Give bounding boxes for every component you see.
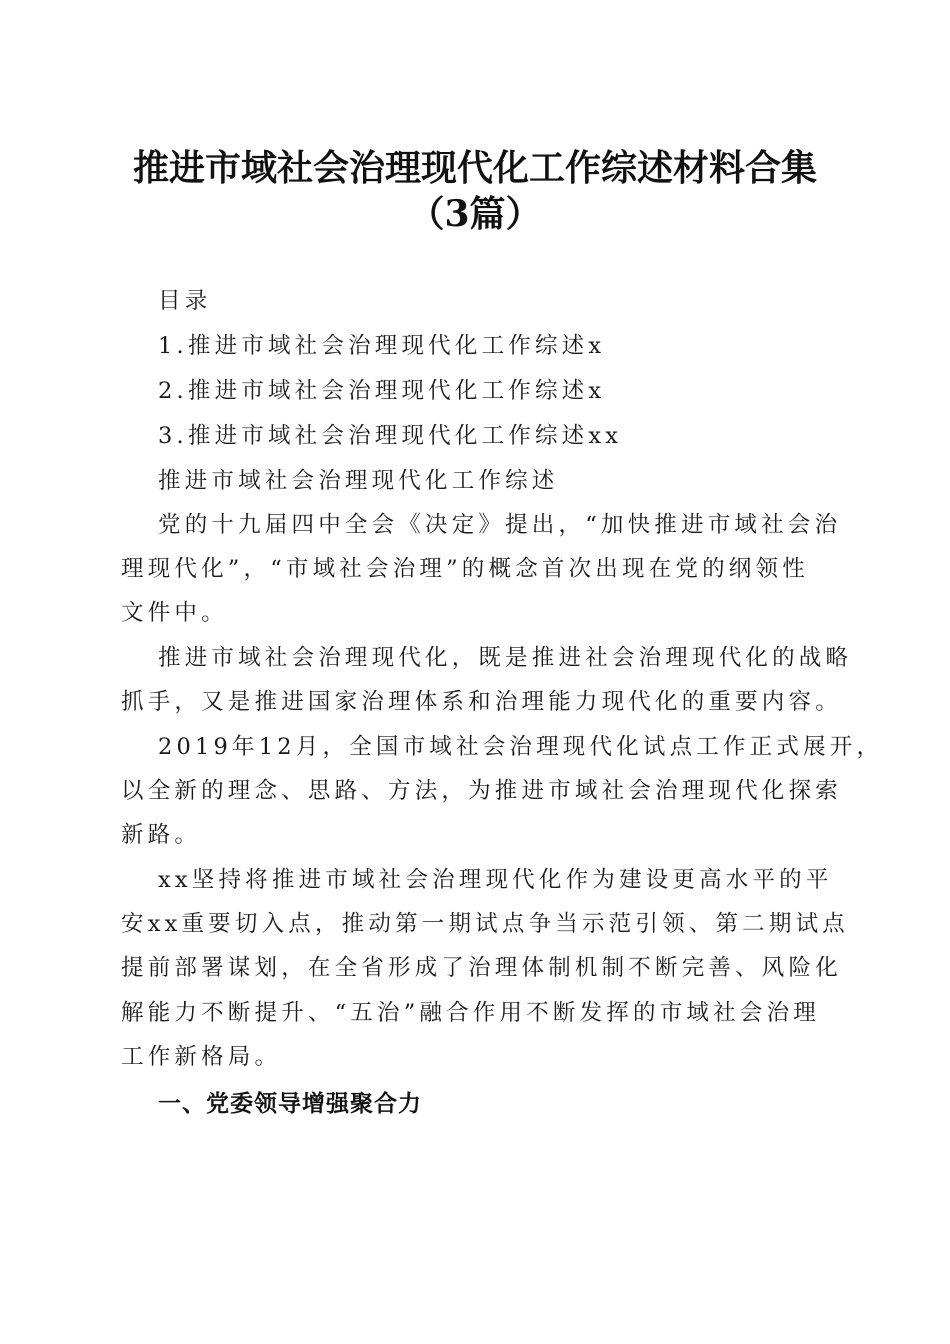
paragraph-3-line-3: 新路。 bbox=[121, 822, 202, 848]
paragraph-2-line-1: 推进市域社会治理现代化，既是推进社会治理现代化的战略 bbox=[158, 645, 853, 671]
paragraph-4-line-5: 工作新格局。 bbox=[121, 1044, 282, 1070]
paragraph-4-line-2: 安xx重要切入点，推动第一期试点争当示范引领、第二期试点 bbox=[121, 911, 849, 937]
document-title: 推进市域社会治理现代化工作综述材料合集 bbox=[132, 147, 817, 189]
article-title: 推进市域社会治理现代化工作综述 bbox=[158, 468, 559, 494]
toc-label: 目录 bbox=[158, 288, 212, 314]
document-title-count: （3篇） bbox=[408, 193, 542, 235]
paragraph-1-line-2: 理现代化”，“市域社会治理”的概念首次出现在党的纲领性 bbox=[121, 556, 809, 582]
paragraph-3-line-1: 2019年12月，全国市域社会治理现代化试点工作正式展开， bbox=[158, 734, 884, 760]
toc-item-3: 3.推进市域社会治理现代化工作综述xx bbox=[158, 423, 623, 449]
paragraph-4-line-4: 解能力不断提升、“五治”融合作用不断发挥的市域社会治理 bbox=[121, 1000, 820, 1026]
section-heading: 一、党委领导增强聚合力 bbox=[158, 1091, 422, 1117]
toc-item-1: 1.推进市域社会治理现代化工作综述x bbox=[158, 333, 606, 359]
paragraph-3-line-2: 以全新的理念、思路、方法，为推进市域社会治理现代化探索 bbox=[121, 778, 842, 804]
paragraph-4-line-3: 提前部署谋划，在全省形成了治理体制机制不断完善、风险化 bbox=[121, 955, 842, 981]
paragraph-1-line-1: 党的十九届四中全会《决定》提出，“加快推进市域社会治 bbox=[158, 512, 842, 538]
paragraph-4-line-1: xx坚持将推进市域社会治理现代化作为建设更高水平的平 bbox=[158, 867, 833, 893]
toc-item-2: 2.推进市域社会治理现代化工作综述x bbox=[158, 378, 606, 404]
paragraph-1-line-3: 文件中。 bbox=[121, 600, 228, 626]
paragraph-2-line-2: 抓手，又是推进国家治理体系和治理能力现代化的重要内容。 bbox=[121, 689, 842, 715]
